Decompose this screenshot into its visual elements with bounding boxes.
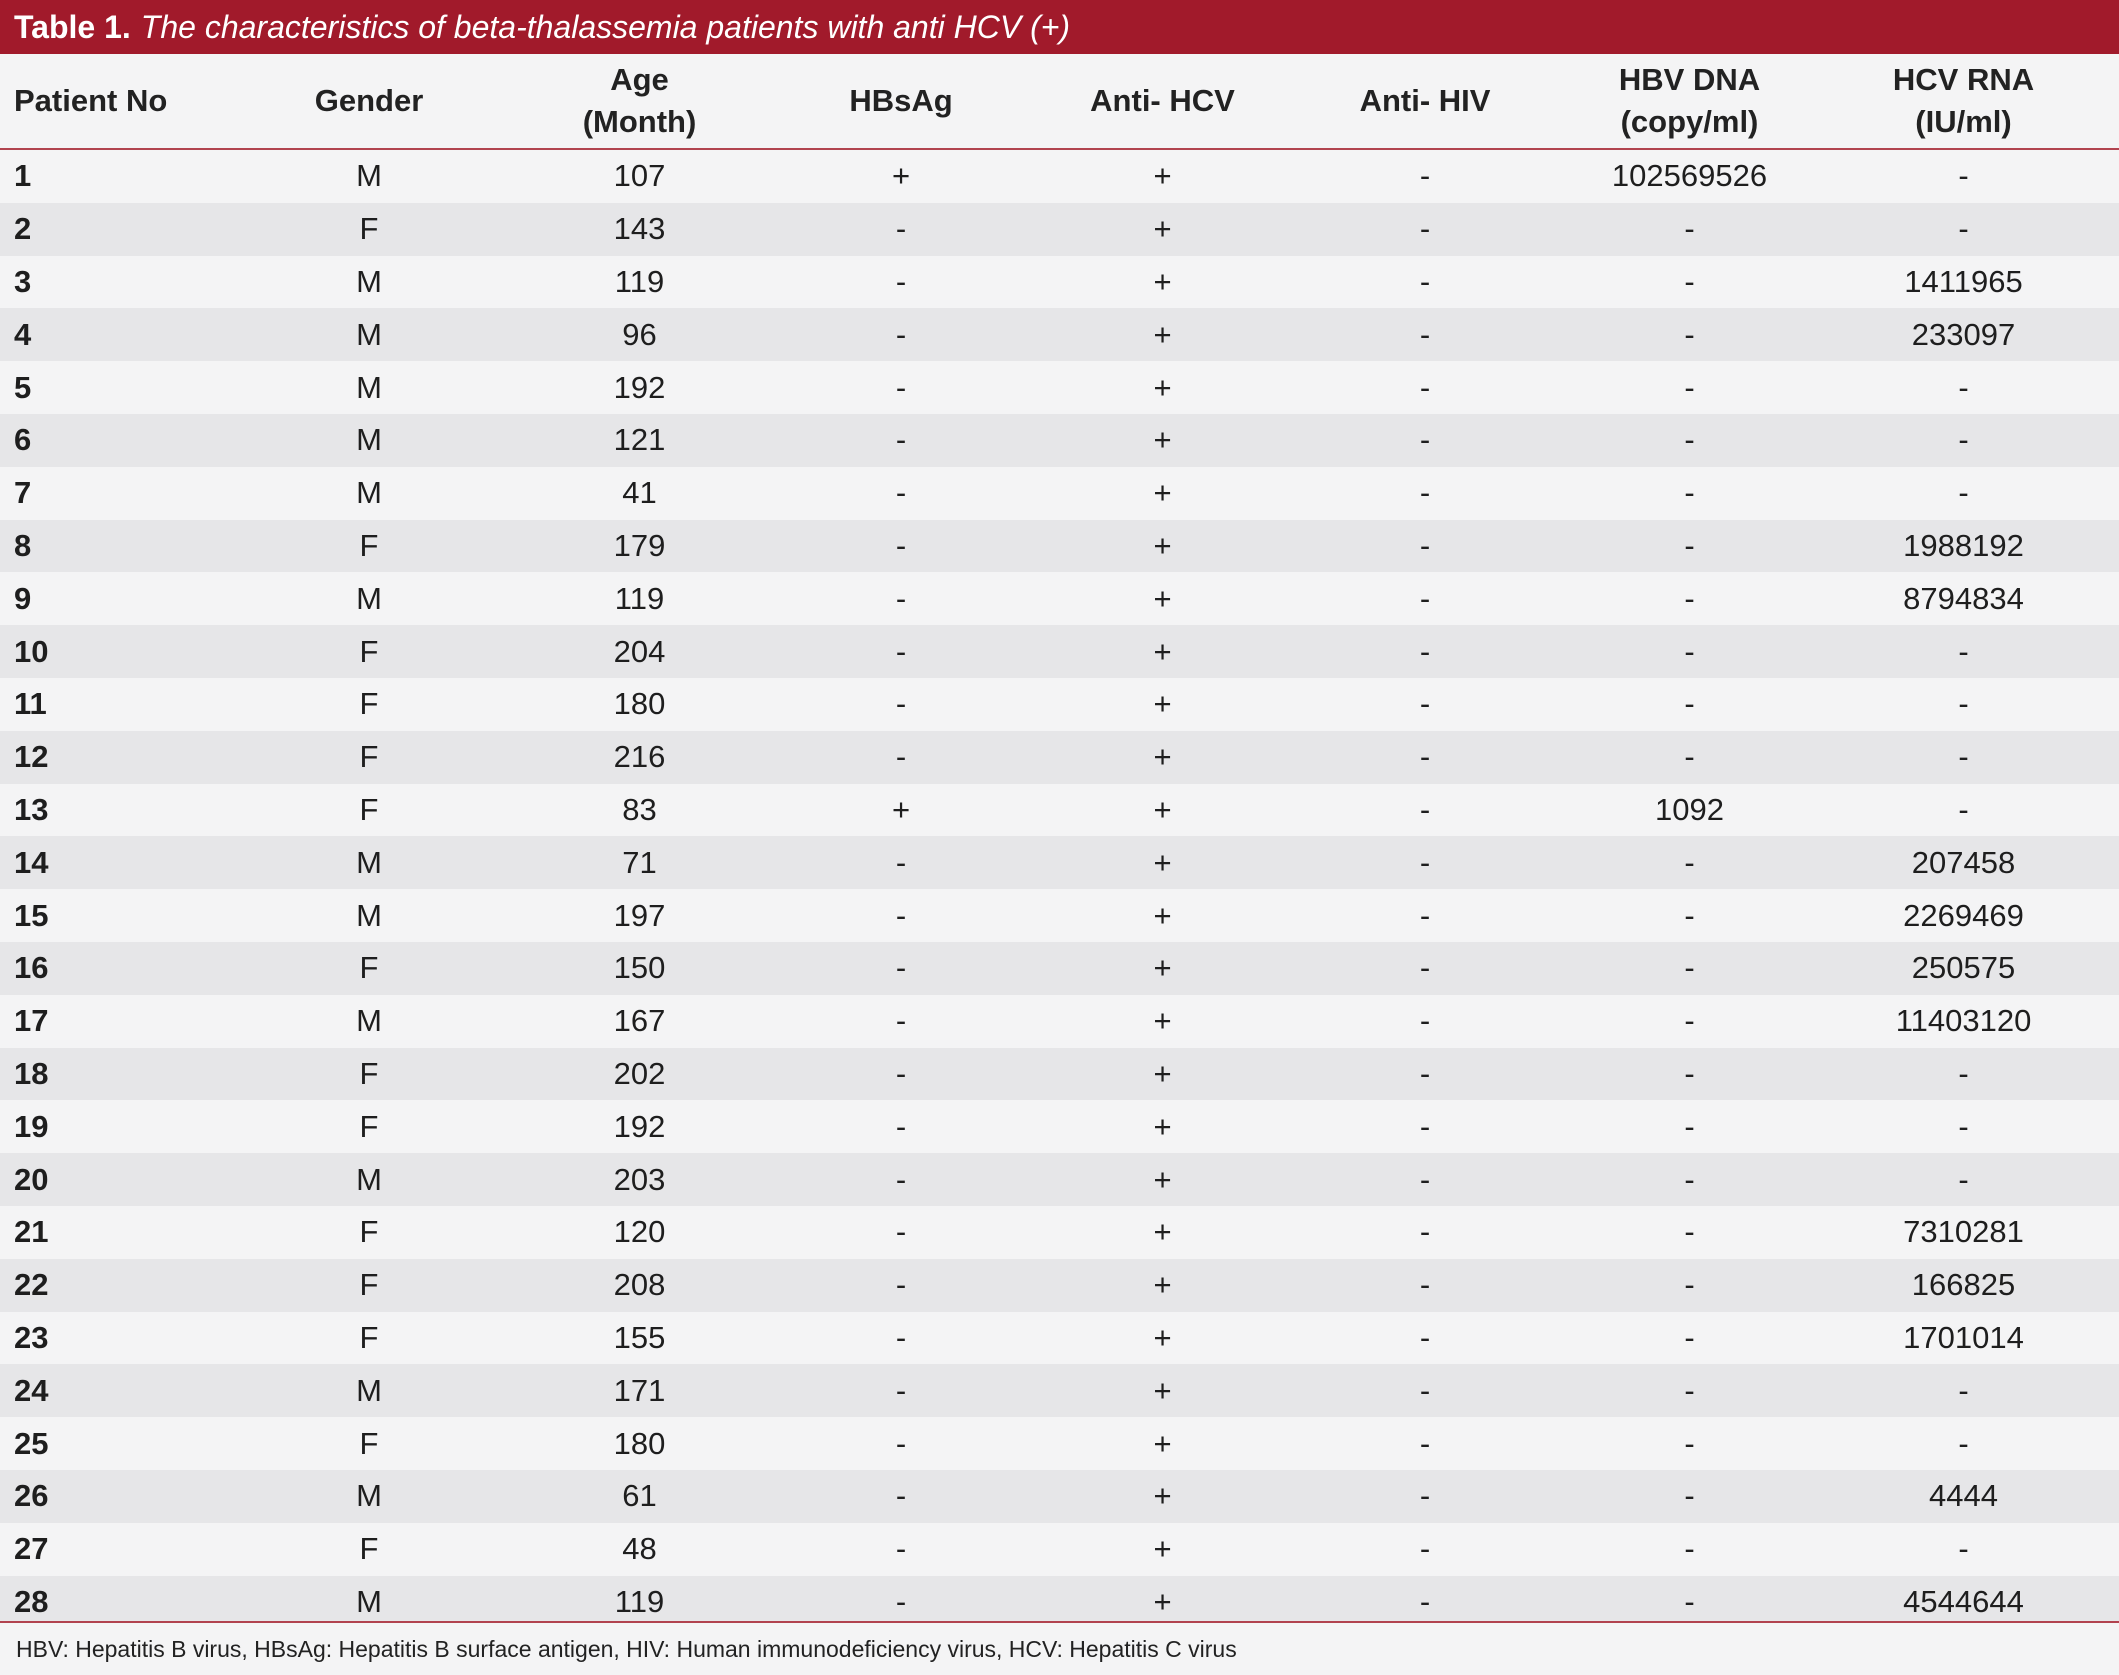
table-cell: - [1419,686,1431,722]
table-cell: 28 [14,1583,49,1619]
table-cell: 14 [14,844,49,880]
table-row [0,625,2119,678]
table-cell: 96 [622,316,657,352]
table-cell: - [895,1161,907,1197]
table-cell: 171 [613,1372,666,1408]
table-cell: + [891,791,911,827]
table-label: Table 1. [14,8,131,45]
table-cell: 207458 [1911,844,2016,880]
table-cell: - [1419,950,1431,986]
table-cell: + [1153,1108,1172,1144]
column-header-line: Anti- HCV [1090,83,1235,118]
table-cell: 1092 [1655,791,1724,827]
table-cell: 192 [613,369,666,405]
table-cell: - [895,950,907,986]
table-cell: - [1684,1161,1695,1197]
table-cell: - [895,1055,907,1091]
table-cell: - [1419,739,1431,775]
table-cell: - [1684,633,1695,669]
table-row [0,1259,2119,1312]
table-row [0,1048,2119,1101]
table-cell: F [359,1531,379,1567]
table-row [0,1470,2119,1523]
table-cell: 10 [14,633,49,669]
table-cell: 150 [613,950,666,986]
table-cell: - [895,211,907,247]
table-cell: 13 [14,791,49,827]
table-cell: - [1684,1003,1695,1039]
table-cell: + [1153,1478,1172,1514]
table-cell: F [359,1055,379,1091]
table-row [0,572,2119,625]
table-cell: - [1684,950,1695,986]
table-cell: 21 [14,1214,49,1250]
table-cell: + [1153,844,1172,880]
table-cell: M [356,316,382,352]
table-cell: + [1153,369,1172,405]
table-cell: 143 [613,211,666,247]
table-row [0,467,2119,520]
table-cell: 5 [14,369,32,405]
table-cell: + [1153,316,1172,352]
table-cell: - [1684,1055,1695,1091]
table-cell: - [1419,1003,1431,1039]
table-cell: + [891,158,911,194]
table-cell: - [1684,897,1695,933]
table-cell: - [895,1267,907,1303]
table-cell: - [1419,1055,1431,1091]
table-cell: 83 [622,791,657,827]
table-cell: - [1958,633,1969,669]
table-cell: 4444 [1929,1478,1998,1514]
column-header [1046,80,1279,122]
table-cell: 1988192 [1903,527,2024,563]
table-row [0,1523,2119,1576]
column-header-line: (Month) [582,104,697,139]
table-cell: - [1684,686,1695,722]
table-cell: 17 [14,1003,49,1039]
table-cell: + [1153,422,1172,458]
table-cell: - [895,1003,907,1039]
table-cell: 41 [622,475,657,511]
table-cell: 8 [14,527,32,563]
table-cell: + [1153,1372,1172,1408]
table-cell: + [1153,897,1172,933]
table-cell: - [1958,211,1969,247]
table-row [0,731,2119,784]
table-cell: 120 [613,1214,666,1250]
table-cell: 25 [14,1425,49,1461]
table-cell: + [1153,686,1172,722]
table-cell: 250575 [1911,950,2016,986]
table-cell: 27 [14,1531,49,1567]
table-cell: - [1684,1425,1695,1461]
column-header [523,59,756,143]
table-cell: + [1153,950,1172,986]
table-cell: - [895,1214,907,1250]
table-cell: - [1419,844,1431,880]
column-header-line: HBsAg [849,83,953,118]
table-cell: 107 [613,158,666,194]
table-cell: + [1153,1055,1172,1091]
table-cell: - [1684,475,1695,511]
table-cell: 202 [613,1055,666,1091]
table-cell: 4544644 [1903,1583,2024,1619]
column-header-line: Patient No [14,83,168,118]
column-header-line: Anti- HIV [1359,83,1491,118]
table-cell: F [359,1108,379,1144]
table-cell: 192 [613,1108,666,1144]
table-cell: + [1153,1531,1172,1567]
table-cell: + [1153,1319,1172,1355]
table-cell: M [356,897,382,933]
table-cell: - [1958,686,1969,722]
table-cell: - [1958,1372,1969,1408]
table-cell: - [1419,580,1431,616]
table-cell: - [1419,1531,1431,1567]
table-caption [0,0,2119,54]
table-cell: 61 [622,1478,657,1514]
table-cell: F [359,1214,379,1250]
table-cell: 155 [613,1319,666,1355]
table-cell: 7 [14,475,32,511]
table-cell: - [1684,1267,1695,1303]
column-header-line: HCV RNA [1892,62,2035,97]
table-cell: M [356,158,382,194]
table-cell: - [1684,1319,1695,1355]
table-cell: F [359,633,379,669]
table-cell: - [1419,1425,1431,1461]
table-cell: M [356,1583,382,1619]
table-cell: F [359,1267,379,1303]
table-cell: M [356,1161,382,1197]
table-cell: - [1419,1108,1431,1144]
table-cell: - [895,1425,907,1461]
table-cell: - [895,1478,907,1514]
table-cell: F [359,1319,379,1355]
table-cell: - [1684,739,1695,775]
table-cell: + [1153,1003,1172,1039]
table-cell: + [1153,580,1172,616]
table-cell: - [1684,844,1695,880]
table-cell: - [895,686,907,722]
table-cell: + [1153,1161,1172,1197]
table-cell: - [1684,263,1695,299]
table-cell: - [1684,422,1695,458]
table-cell: - [895,527,907,563]
table-cell: - [1419,1267,1431,1303]
table-cell: - [1684,1531,1695,1567]
table-header-row [0,54,2119,150]
table-cell: - [1419,369,1431,405]
column-header-line: (copy/ml) [1620,104,1759,139]
table-cell: - [1684,211,1695,247]
table-cell: M [356,263,382,299]
table-cell: 24 [14,1372,49,1408]
table-cell: 26 [14,1478,49,1514]
table-cell: - [1958,739,1969,775]
table-cell: 9 [14,580,32,616]
table-row [0,1417,2119,1470]
table-cell: F [359,527,379,563]
table-cell: - [1419,158,1431,194]
table-cell: 233097 [1911,316,2016,352]
table-cell: - [1419,897,1431,933]
table-cell: 18 [14,1055,49,1091]
table-cell: 197 [613,897,666,933]
table-row [0,836,2119,889]
column-header-line: Gender [314,83,424,118]
table-cell: - [895,422,907,458]
table-cell: F [359,211,379,247]
table-cell: 11403120 [1895,1003,2032,1039]
table-cell: 4 [14,316,32,352]
table-cell: 19 [14,1108,49,1144]
table-cell: - [1419,1372,1431,1408]
table-cell: M [356,580,382,616]
table-cell: - [1684,1478,1695,1514]
table-cell: - [1419,475,1431,511]
table-cell: - [1419,422,1431,458]
table-cell: - [895,1319,907,1355]
column-header [1571,59,1808,143]
table-cell: 180 [613,686,666,722]
table-cell: 166825 [1911,1267,2016,1303]
table-footnote: HBV: Hepatitis B virus, HBsAg: Hepatitis B surface antigen, HIV: Human immunodeficiency virus, HCV: Hepatitis C virus [0,1621,2119,1675]
table-cell: - [1684,1583,1695,1619]
table-cell: - [1958,475,1969,511]
table-row [0,256,2119,309]
table-cell: - [1419,791,1431,827]
table-cell: M [356,844,382,880]
table-row [0,1312,2119,1365]
column-header [1279,80,1571,122]
table-cell: 11 [14,686,47,722]
table-row [0,1206,2119,1259]
table-cell: - [1684,580,1695,616]
table-cell: - [1684,369,1695,405]
table-cell: 2 [14,211,32,247]
table-cell: 16 [14,950,49,986]
table-cell: 119 [614,580,665,616]
table-cell: - [1684,527,1695,563]
table-cell: + [1153,211,1172,247]
table-cell: - [1684,1108,1695,1144]
table-cell: 121 [613,422,666,458]
table-cell: 8794834 [1903,580,2024,616]
table-cell: - [1958,1531,1969,1567]
table-cell: - [1958,1161,1969,1197]
table-cell: M [356,422,382,458]
table-cell: + [1153,1583,1172,1619]
table-cell: - [1958,158,1969,194]
table-cell: 179 [613,527,666,563]
table-row [0,308,2119,361]
table-row [0,150,2119,203]
table-cell: + [1153,633,1172,669]
table-cell: - [1684,1372,1695,1408]
table-cell: - [1419,316,1431,352]
table-cell: - [1419,1161,1431,1197]
table-cell: M [356,1003,382,1039]
table-cell: + [1153,1214,1172,1250]
table-row [0,1364,2119,1417]
table-cell: 2269469 [1903,897,2024,933]
table-cell: - [1958,1425,1969,1461]
table-cell: - [1419,527,1431,563]
table-cell: - [895,316,907,352]
table-cell: F [359,791,379,827]
table-row [0,1153,2119,1206]
table-cell: + [1153,791,1172,827]
table-cell: 119 [614,263,665,299]
table-cell: F [359,739,379,775]
table-cell: - [895,633,907,669]
table-cell: 12 [14,739,49,775]
column-header [0,80,215,122]
table-cell: 208 [613,1267,666,1303]
column-header-line: (IU/ml) [1915,104,2012,139]
table-cell: M [356,475,382,511]
column-header [215,80,523,122]
table-cell: + [1153,527,1172,563]
table-cell: - [895,844,907,880]
table-cell: 203 [613,1161,666,1197]
table-cell: M [356,1372,382,1408]
table-cell: 3 [14,263,32,299]
column-header [1808,59,2119,143]
table-cell: 22 [14,1267,49,1303]
table-cell: - [1419,633,1431,669]
table-cell: 20 [14,1161,49,1197]
table-cell: - [1958,369,1969,405]
table-row [0,203,2119,256]
table-row [0,889,2119,942]
table-cell: + [1153,263,1172,299]
table-row [0,995,2119,1048]
table-cell: 119 [614,1583,665,1619]
table-cell: - [895,1372,907,1408]
table-cell: - [895,1583,907,1619]
table-row [0,678,2119,731]
table-cell: 15 [14,897,49,933]
table-cell: M [356,369,382,405]
table-cell: 102569526 [1611,158,1768,194]
table-row [0,414,2119,467]
table-cell: 1701014 [1903,1319,2024,1355]
column-header-line: HBV DNA [1618,62,1761,97]
table-cell: 7310281 [1903,1214,2024,1250]
table-row [0,942,2119,995]
table-cell: + [1153,1425,1172,1461]
table-cell: - [1958,791,1969,827]
table-cell: - [1958,422,1969,458]
table-cell: - [1958,1055,1969,1091]
table-cell: 48 [622,1531,657,1567]
table-cell: + [1153,739,1172,775]
table-cell: F [359,1425,379,1461]
table-cell: - [1684,1214,1695,1250]
table-cell: + [1153,158,1172,194]
table-cell: - [1419,1583,1431,1619]
table-cell: - [895,475,907,511]
table-cell: 204 [613,633,666,669]
table-cell: - [895,263,907,299]
table-cell: - [1958,1108,1969,1144]
table-cell: - [1684,316,1695,352]
table-cell: - [1419,211,1431,247]
table-cell: 23 [14,1319,49,1355]
column-header [756,80,1046,122]
table-row [0,361,2119,414]
table-body [0,150,2119,1628]
table-row [0,520,2119,573]
table-cell: + [1153,475,1172,511]
table-cell: - [1419,263,1431,299]
table-cell: F [359,686,379,722]
table-cell: - [895,897,907,933]
table-cell: 167 [613,1003,666,1039]
table-cell: 180 [613,1425,666,1461]
table-cell: - [1419,1319,1431,1355]
table-cell: 216 [613,739,666,775]
table-cell: - [1419,1214,1431,1250]
table-title: The characteristics of beta-thalassemia patients with anti HCV (+) [140,8,1071,45]
table-cell: + [1153,1267,1172,1303]
table-cell: - [895,739,907,775]
table-row [0,1100,2119,1153]
column-header-line: Age [610,62,669,97]
table-cell: - [895,369,907,405]
table-cell: - [1419,1478,1431,1514]
table-row [0,784,2119,837]
table-cell: 1 [14,158,32,194]
table-cell: 6 [14,422,32,458]
table-cell: - [895,1108,907,1144]
table-cell: F [359,950,379,986]
table-cell: 71 [622,844,657,880]
table-cell: 1411965 [1904,263,2023,299]
table-cell: M [356,1478,382,1514]
table-cell: - [895,580,907,616]
table-cell: - [895,1531,907,1567]
